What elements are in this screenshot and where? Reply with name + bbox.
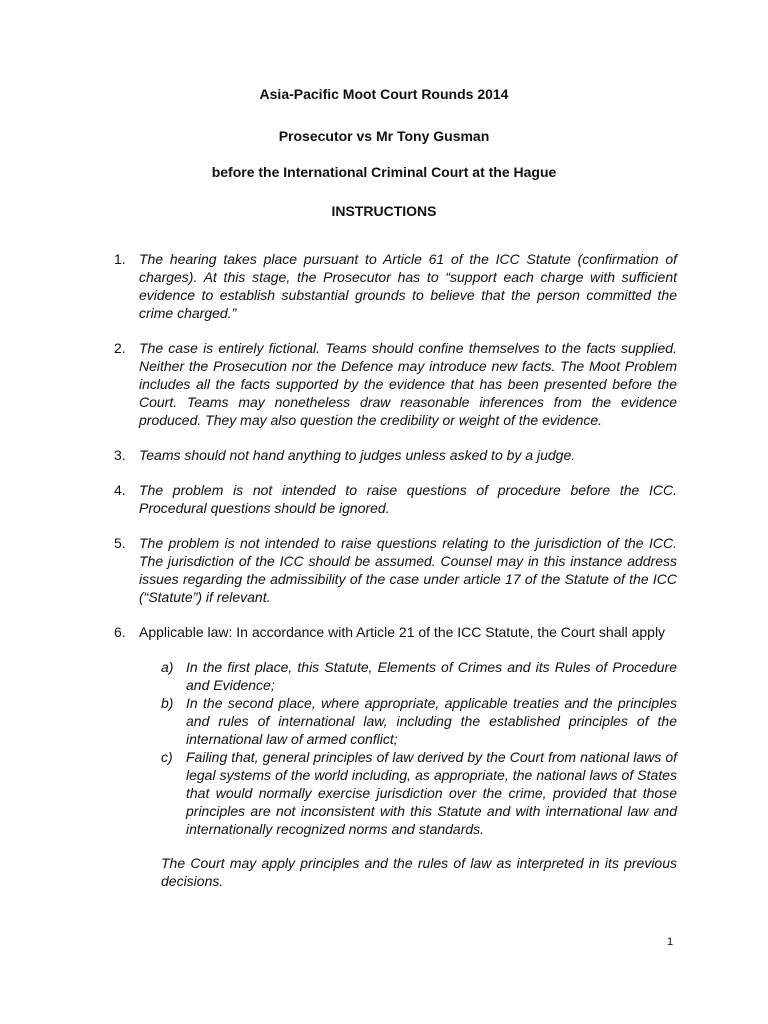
sublist-letter: a) — [161, 659, 174, 675]
sublist-letter: b) — [161, 695, 174, 711]
item-text: Teams should not hand anything to judges unless asked to by a judge. — [139, 447, 576, 463]
instruction-item-3 — [114, 446, 677, 464]
sublist-item-b — [161, 694, 677, 748]
item-text: Applicable law: In accordance with Article 21 of the ICC Statute, the Court shall apply — [139, 624, 666, 640]
page-number: 1 — [667, 936, 674, 948]
item-number: 5. — [114, 535, 126, 551]
instruction-item-1 — [114, 250, 677, 322]
item-text: The hearing takes place pursuant to Article 61 of the ICC Statute (confirmation of charges). At this stage, the Prosecutor has to “support each charge with sufficient evidence to establish substantial grounds to believe that the person committed the crime charged.” — [139, 251, 677, 321]
item-number: 4. — [114, 482, 126, 498]
item-text: The case is entirely fictional. Teams should confine themselves to the facts supplied. Neither the Prosecution nor the Defence may introduce new facts. The Moot Problem includes all the facts supported by the evidence that has been presented before the Court. Teams may nonetheless draw reasonable inferences from the evidence produced. They may also question the credibility or weight of the evidence. — [139, 340, 677, 428]
instructions-list — [114, 250, 677, 907]
instruction-item-2 — [114, 339, 677, 429]
sublist-text: In the second place, where appropriate, applicable treaties and the principles and rules of international law, including the established principles of the international law of armed conflict; — [186, 695, 677, 747]
section-heading: INSTRUCTIONS — [331, 203, 437, 219]
item-number: 2. — [114, 340, 126, 356]
sublist-item-c — [161, 748, 677, 838]
item-number: 6. — [114, 624, 126, 640]
instruction-item-6 — [114, 623, 677, 890]
instruction-item-5 — [114, 534, 677, 606]
document-title: Asia-Pacific Moot Court Rounds 2014 — [259, 86, 509, 102]
sublist-letter: c) — [161, 749, 173, 765]
item-text: The problem is not intended to raise questions of procedure before the ICC. Procedural questions should be ignored. — [139, 482, 677, 516]
closing-paragraph: The Court may apply principles and the rules of law as interpreted in its previous decisions. — [161, 855, 677, 889]
sublist-text: Failing that, general principles of law derived by the Court from national laws of legal systems of the world including, as appropriate, the national laws of States that would normally exercise jurisdiction over the crime, provided that those principles are not inconsistent with this Statute and with international law and internationally recognized norms and standards. — [186, 749, 677, 837]
item-number: 3. — [114, 447, 126, 463]
item-text: The problem is not intended to raise questions relating to the jurisdiction of the ICC. The jurisdiction of the ICC should be assumed. Counsel may in this instance address issues regarding the admissibility of the case under article 17 of the Statute of the ICC (“Statute”) if relevant. — [139, 535, 677, 605]
item-number: 1. — [114, 251, 126, 267]
case-title: Prosecutor vs Mr Tony Gusman — [278, 128, 490, 144]
sublist-text: In the first place, this Statute, Elements of Crimes and its Rules of Procedure and Evidence; — [186, 659, 677, 693]
court-name: before the International Criminal Court at the Hague — [211, 164, 557, 180]
instruction-item-4 — [114, 481, 677, 517]
sublist-item-a — [161, 658, 677, 694]
applicable-law-sublist — [139, 658, 677, 838]
